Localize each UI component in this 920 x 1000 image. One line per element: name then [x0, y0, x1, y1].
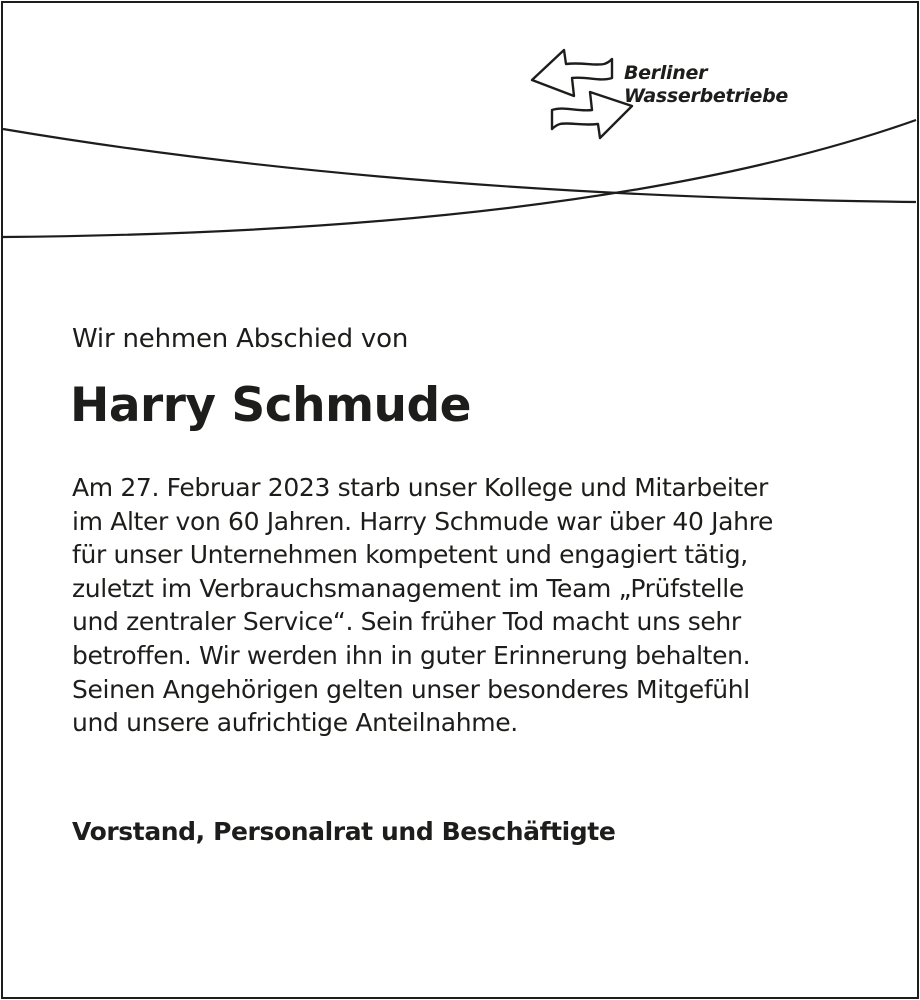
logo-wordmark — [624, 62, 788, 108]
signature: Vorstand, Personalrat und Beschäftigte — [72, 817, 616, 846]
body-line: und zentraler Service“. Sein früher Tod macht uns sehr — [72, 607, 741, 637]
body-line: für unser Unternehmen kompetent und engagiert tätig, — [72, 540, 748, 570]
body-line: Seinen Angehörigen gelten unser besonderes Mitgefühl — [72, 674, 750, 704]
body-line: und unsere aufrichtige Anteilnahme. — [72, 708, 518, 738]
deceased-name: Harry Schmude — [70, 378, 472, 433]
body-line: im Alter von 60 Jahren. Harry Schmude war über 40 Jahre — [72, 506, 774, 536]
company-logo — [528, 44, 848, 144]
body-line: zuletzt im Verbrauchsmanagement im Team „Prüfstelle — [72, 573, 744, 603]
intro-text: Wir nehmen Abschied von — [72, 324, 409, 354]
logo-line-1: Berliner — [624, 62, 708, 84]
body-line: Am 27. Februar 2023 starb unser Kollege und Mitarbeiter — [72, 473, 768, 502]
obituary-body — [72, 471, 882, 740]
logo-line-2: Wasserbetriebe — [624, 85, 788, 107]
body-line: betroffen. Wir werden ihn in guter Erinnerung behalten. — [72, 640, 751, 670]
